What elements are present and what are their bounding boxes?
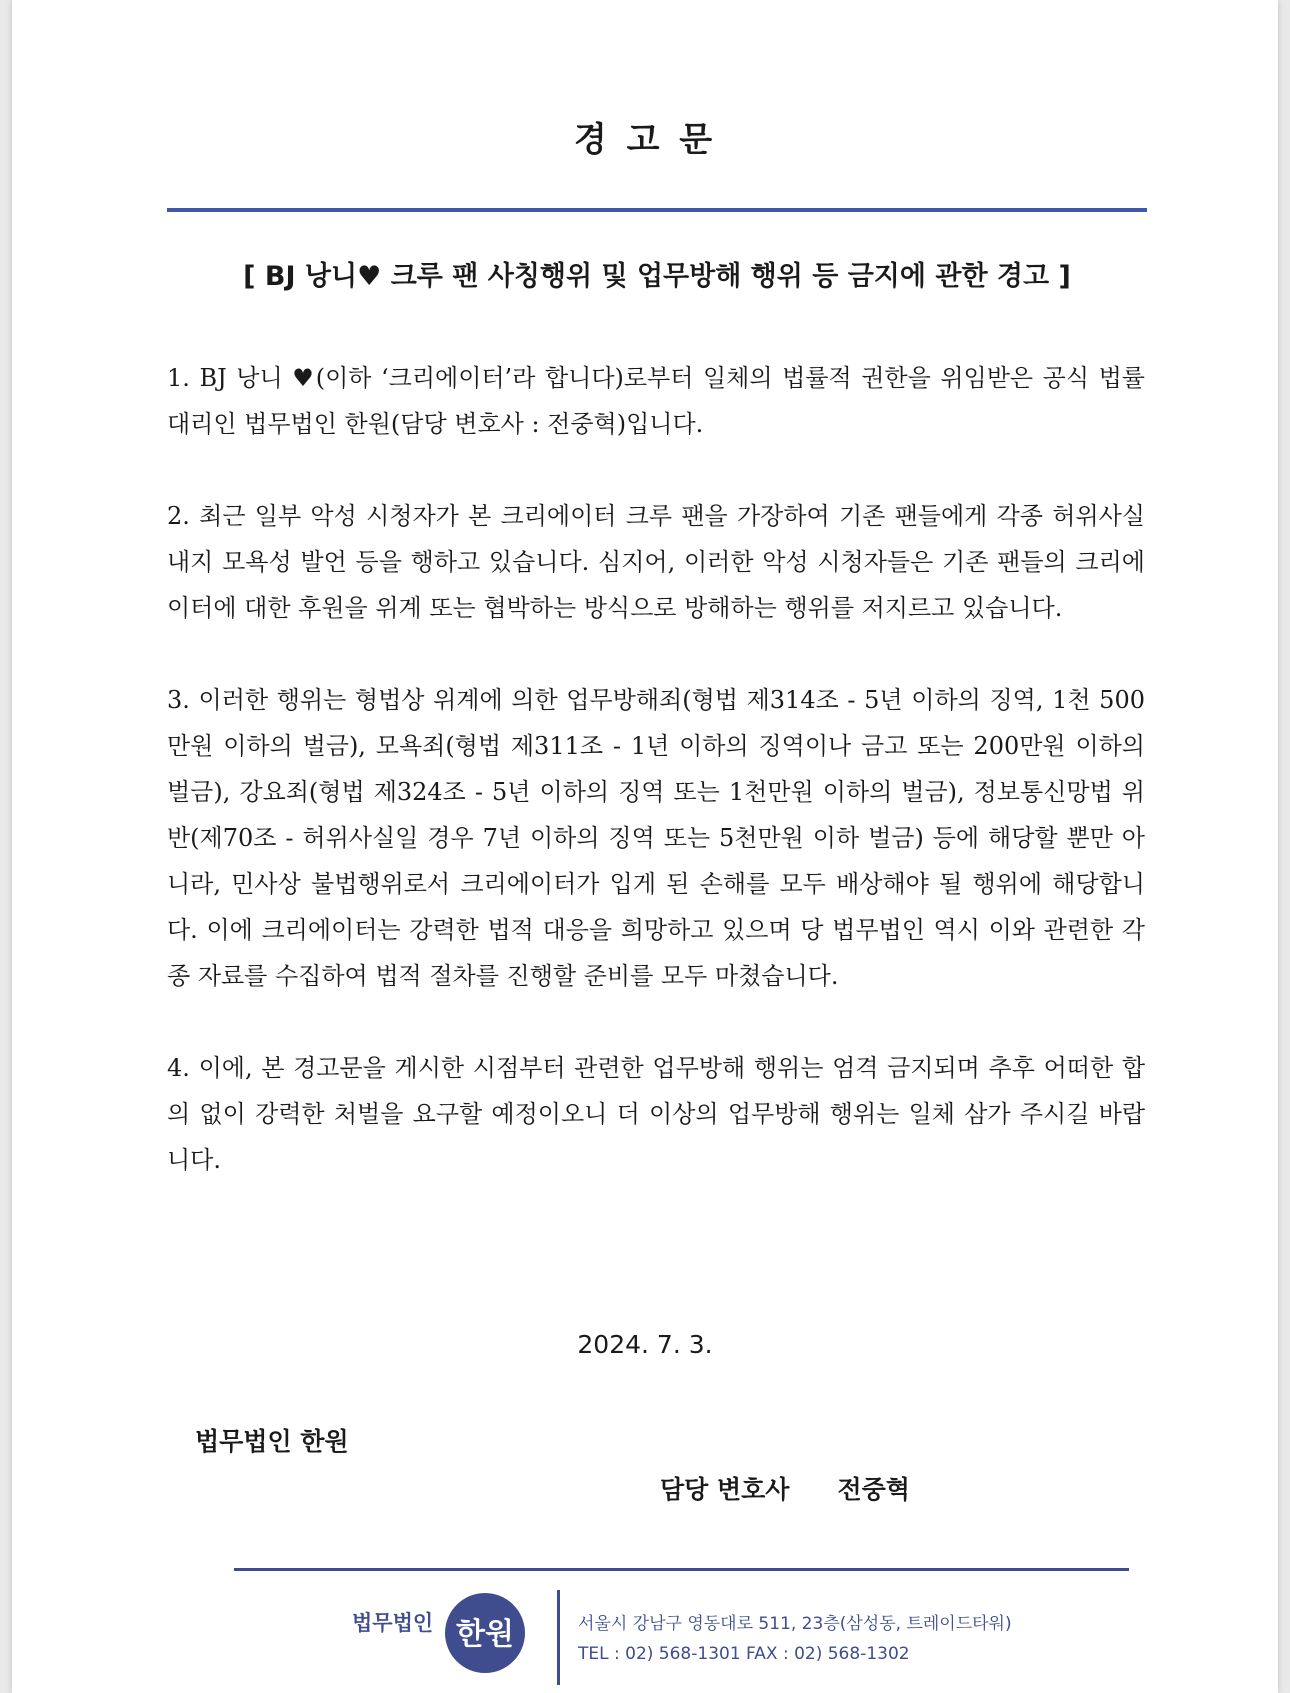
firm-name: 법무법인 한원 <box>195 1427 349 1456</box>
document-subject: [ BJ 낭니♥ 크루 팬 사칭행위 및 업무방해 행위 등 금지에 관한 경고 ] <box>243 261 1071 292</box>
firm-logo-mark-text: 한원 <box>456 1617 514 1652</box>
firm-contact: TEL : 02) 568-1301 FAX : 02) 568-1302 <box>578 1644 910 1664</box>
document-page <box>12 0 1278 1693</box>
paragraph-3: 3. 이러한 행위는 형법상 위계에 의한 업무방해죄(형법 제314조 - 5년 이하의 징역, 1천 500만원 이하의 벌금), 모욕죄(형법 제311조 - 1년 이하의 징역이나 금고 또는 200만원 이하의 벌금), 강요죄(형법 제324조 - 5년 이하의 징역 또는 1천만원 이하의 벌금), 정보통신망법 위반(제70조 - 허위사실일 경우 7년 이하의 징역 또는 5천만원 이하 벌금) 등에 해당할 뿐만 아니라, 민사상 불법행위로서 크리에이터가 입게 된 손해를 모두 배상해야 될 행위에 해당합니다. 이에 크리에이터는 강력한 법적 대응을 희망하고 있으며 당 법무법인 역시 이와 관련한 각종 자료를 수집하여 법적 절차를 진행할 준비를 모두 마쳤습니다. <box>167 686 1145 990</box>
lawyer-name: 전중혁 <box>837 1475 910 1504</box>
footer-divider <box>234 1568 1129 1571</box>
firm-logo-text: 법무법인 <box>352 1611 434 1635</box>
firm-address: 서울시 강남구 영동대로 511, 23층(삼성동, 트레이드타워) <box>578 1614 1012 1634</box>
lawyer-signature-line <box>660 1470 910 1506</box>
document-date: 2024. 7. 3. <box>577 1330 713 1359</box>
paragraph-1: 1. BJ 낭니 ♥(이하 ‘크리에이터’라 합니다)로부터 일체의 법률적 권한을 위임받은 공식 법률 대리인 법무법인 한원(담당 변호사 : 전중혁)입니다. <box>167 364 1145 438</box>
document-title: 경 고 문 <box>573 120 717 160</box>
footer-vertical-divider <box>557 1590 560 1685</box>
document-body <box>167 355 1145 1229</box>
paragraph-4: 4. 이에, 본 경고문을 게시한 시점부터 관련한 업무방해 행위는 엄격 금지되며 추후 어떠한 합의 없이 강력한 처벌을 요구할 예정이오니 더 이상의 업무방해 행위는 일체 삼가 주시길 바랍니다. <box>167 1054 1145 1174</box>
firm-logo-icon <box>444 1592 526 1674</box>
lawyer-label: 담당 변호사 <box>660 1475 790 1504</box>
title-divider <box>167 208 1147 212</box>
paragraph-2: 2. 최근 일부 악성 시청자가 본 크리에이터 크루 팬을 가장하여 기존 팬들에게 각종 허위사실 내지 모욕성 발언 등을 행하고 있습니다. 심지어, 이러한 악성 시청자들은 기존 팬들의 크리에이터에 대한 후원을 위계 또는 협박하는 방식으로 방해하는 행위를 저지르고 있습니다. <box>167 502 1145 622</box>
